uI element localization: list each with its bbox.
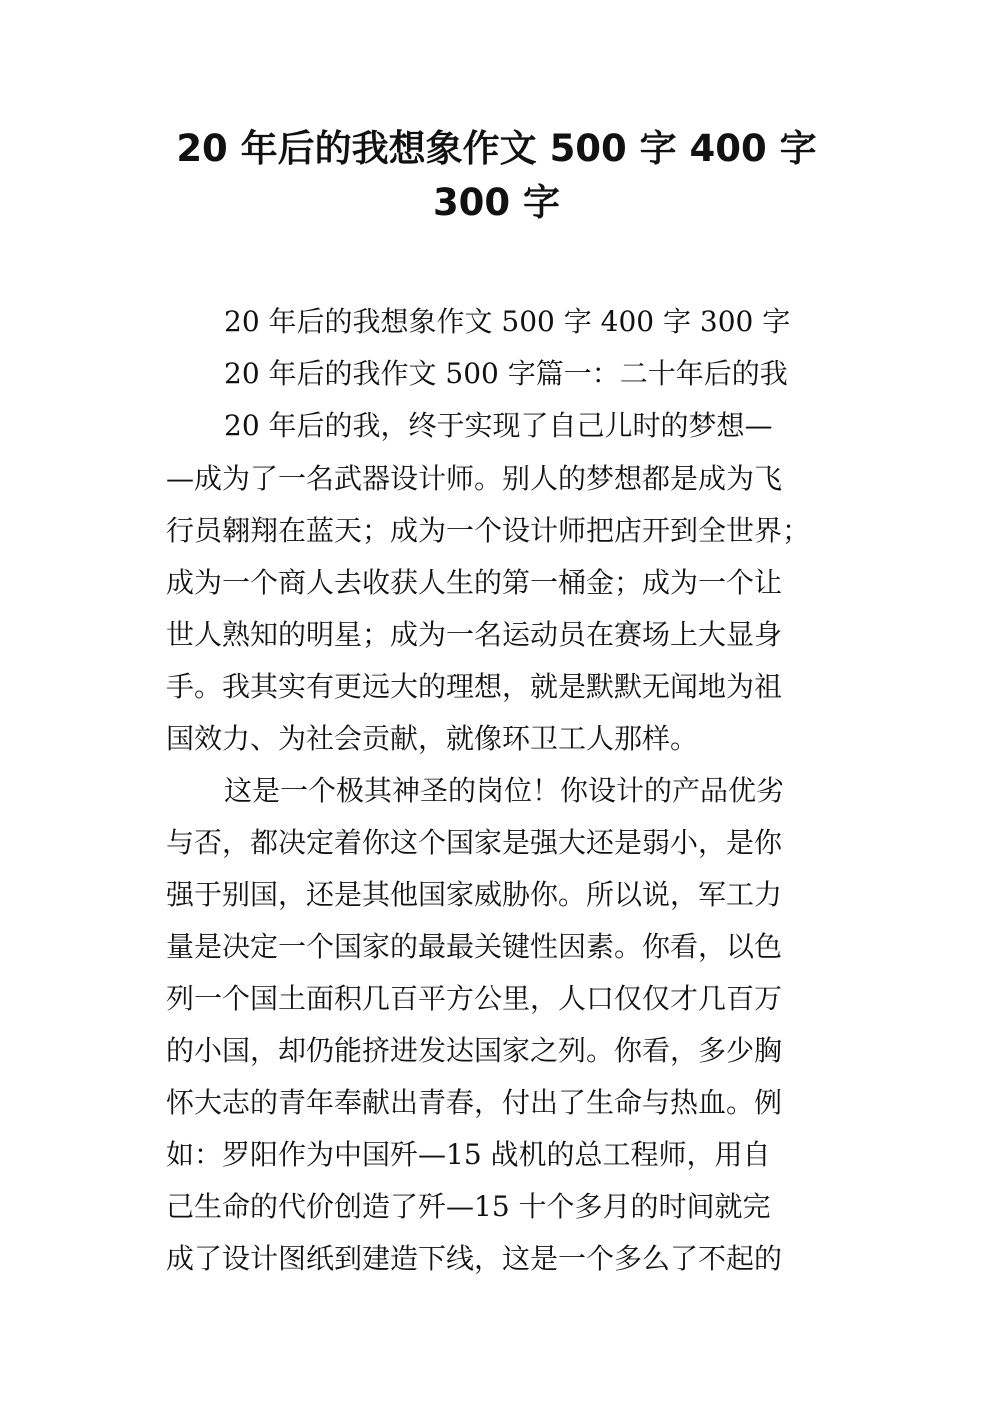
title-line-1: 20 年后的我想象作文 500 字 400 字	[176, 127, 817, 170]
text-line: 与否，都决定着你这个国家是强大还是弱小，是你	[166, 826, 783, 859]
text-line: 手。我其实有更远大的理想，就是默默无闻地为祖	[166, 670, 783, 703]
text-line: 怀大志的青年奉献出青春，付出了生命与热血。例	[166, 1086, 783, 1119]
text-line: 成了设计图纸到建造下线，这是一个多么了不起的	[166, 1242, 783, 1275]
text-line: 20 年后的我想象作文 500 字 400 字 300 字	[224, 305, 791, 338]
text-line: 20 年后的我，终于实现了自己儿时的梦想—	[224, 409, 773, 442]
text-line: —成为了一名武器设计师。别人的梦想都是成为飞	[166, 462, 783, 495]
title-line-2: 300 字	[432, 181, 561, 224]
text-line: 强于别国，还是其他国家威胁你。所以说，军工力	[166, 878, 783, 911]
text-line: 世人熟知的明星；成为一名运动员在赛场上大显身	[166, 618, 783, 651]
text-line: 成为一个商人去收获人生的第一桶金；成为一个让	[166, 566, 783, 599]
text-line: 量是决定一个国家的最最关键性因素。你看，以色	[166, 930, 783, 963]
text-line: 这是一个极其神圣的岗位！你设计的产品优劣	[224, 774, 785, 807]
text-line: 列一个国土面积几百平方公里，人口仅仅才几百万	[166, 982, 783, 1015]
text-line: 行员翱翔在蓝天；成为一个设计师把店开到全世界；	[166, 514, 811, 547]
text-line: 国效力、为社会贡献，就像环卫工人那样。	[166, 722, 699, 755]
text-line: 如：罗阳作为中国歼—15 战机的总工程师，用自	[166, 1138, 771, 1171]
text-line: 的小国，却仍能挤进发达国家之列。你看，多少胸	[166, 1034, 783, 1067]
text-line: 20 年后的我作文 500 字篇一：二十年后的我	[224, 357, 788, 390]
document-title	[150, 122, 843, 230]
text-line: 己生命的代价创造了歼—15 十个多月的时间就完	[166, 1190, 771, 1223]
